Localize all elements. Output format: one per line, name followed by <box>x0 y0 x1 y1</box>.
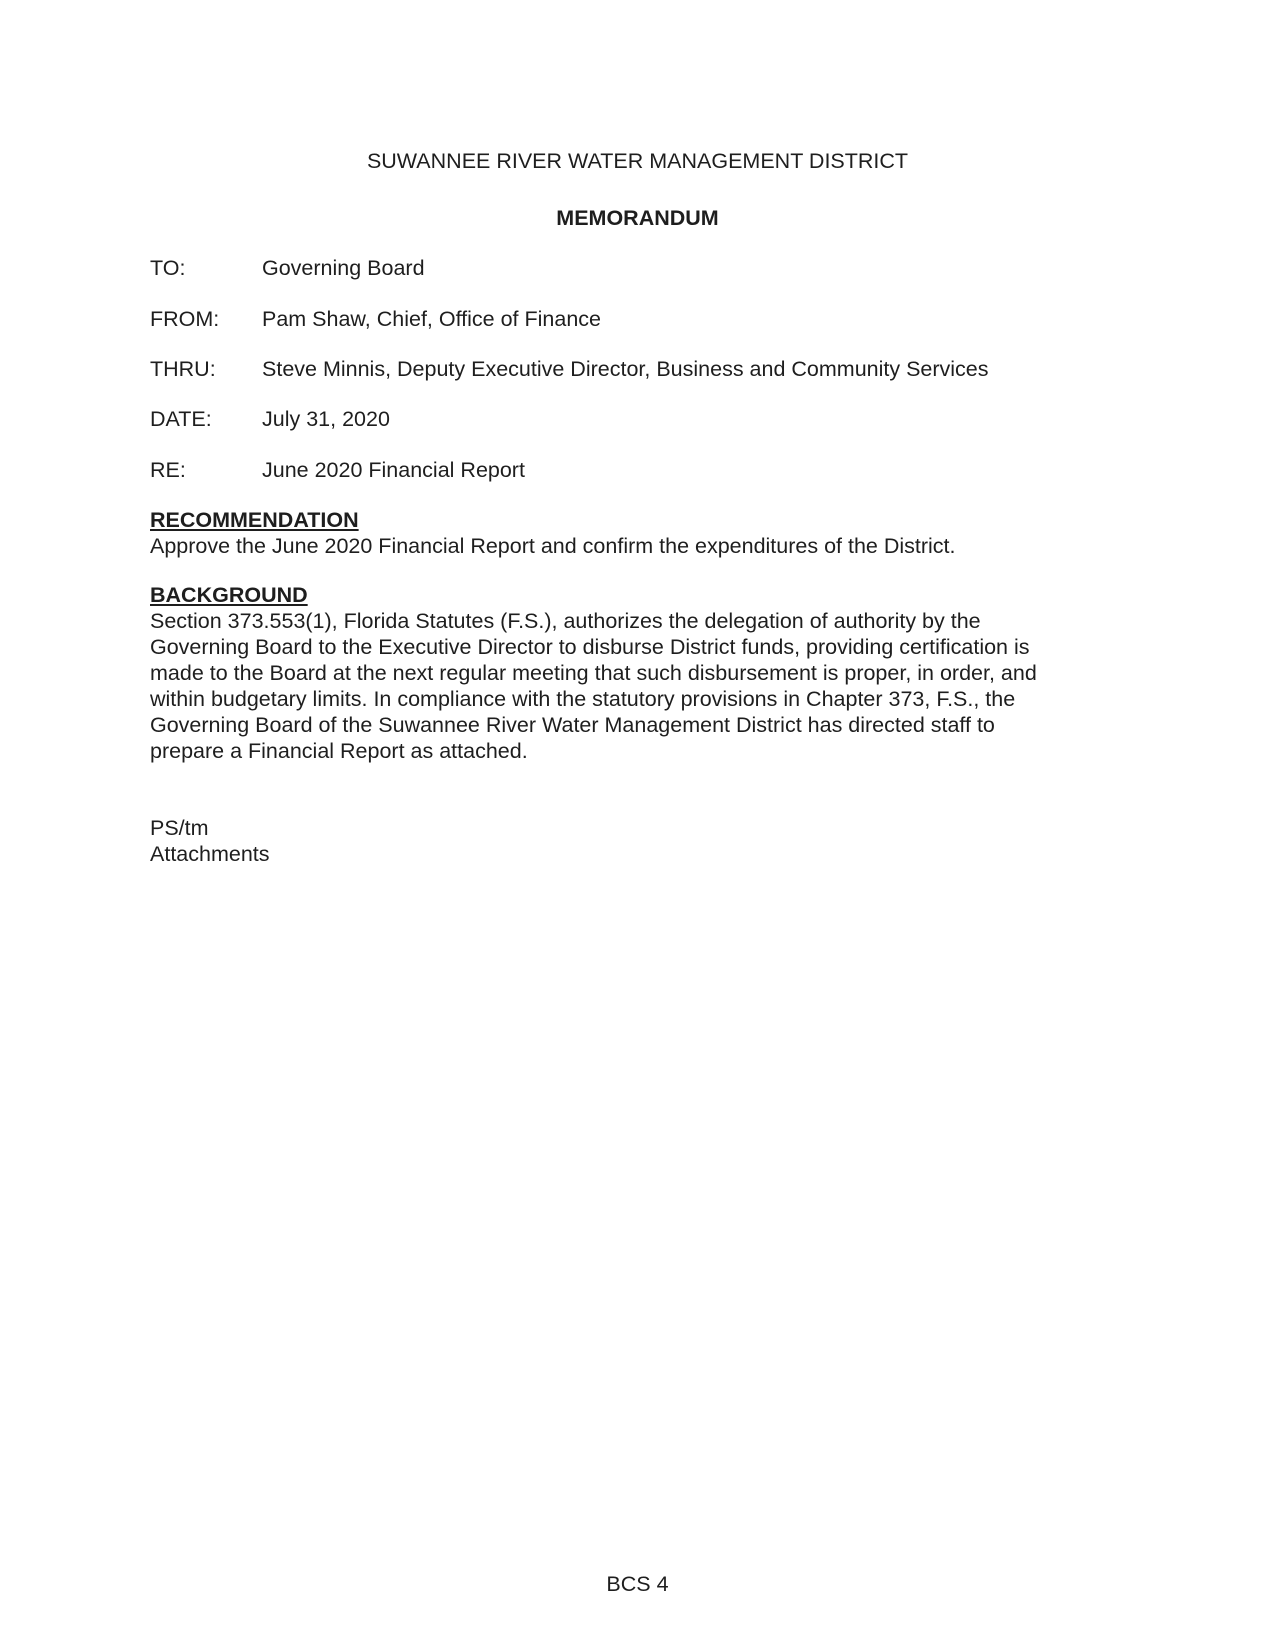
recommendation-section <box>150 507 1110 559</box>
recommendation-body: Approve the June 2020 Financial Report and confirm the expenditures of the District. <box>150 534 956 558</box>
background-line: made to the Board at the next regular meeting that such disbursement is proper, in order, and <box>150 661 1037 685</box>
header-value-thru: Steve Minnis, Deputy Executive Director, Business and Community Services <box>262 357 989 381</box>
header-label-thru: THRU: <box>150 357 216 381</box>
header-value-date: July 31, 2020 <box>262 407 390 431</box>
background-section <box>150 582 1110 764</box>
attachments-note: Attachments <box>150 842 270 866</box>
author-initials: PS/tm <box>150 816 209 840</box>
memo-title: MEMORANDUM <box>556 206 719 230</box>
background-heading: BACKGROUND <box>150 583 308 607</box>
organization-name: SUWANNEE RIVER WATER MANAGEMENT DISTRICT <box>366 149 909 173</box>
background-line: prepare a Financial Report as attached. <box>150 739 528 763</box>
background-line: Governing Board to the Executive Director to disburse District funds, providing certification is <box>150 635 1030 659</box>
closing-block <box>150 815 270 867</box>
recommendation-heading: RECOMMENDATION <box>150 508 359 532</box>
background-line: within budgetary limits. In compliance with the statutory provisions in Chapter 373, F.S., the <box>150 687 1016 711</box>
background-line: Section 373.553(1), Florida Statutes (F.S.), authorizes the delegation of authority by the <box>150 609 981 633</box>
header-label-to: TO: <box>150 256 186 280</box>
page-number: BCS 4 <box>606 1572 669 1596</box>
header-value-to: Governing Board <box>262 256 425 280</box>
header-label-from: FROM: <box>150 307 220 331</box>
header-value-re: June 2020 Financial Report <box>262 458 525 482</box>
header-label-re: RE: <box>150 458 186 482</box>
background-line: Governing Board of the Suwannee River Water Management District has directed staff to <box>150 713 995 737</box>
header-value-from: Pam Shaw, Chief, Office of Finance <box>262 307 601 331</box>
header-label-date: DATE: <box>150 407 212 431</box>
